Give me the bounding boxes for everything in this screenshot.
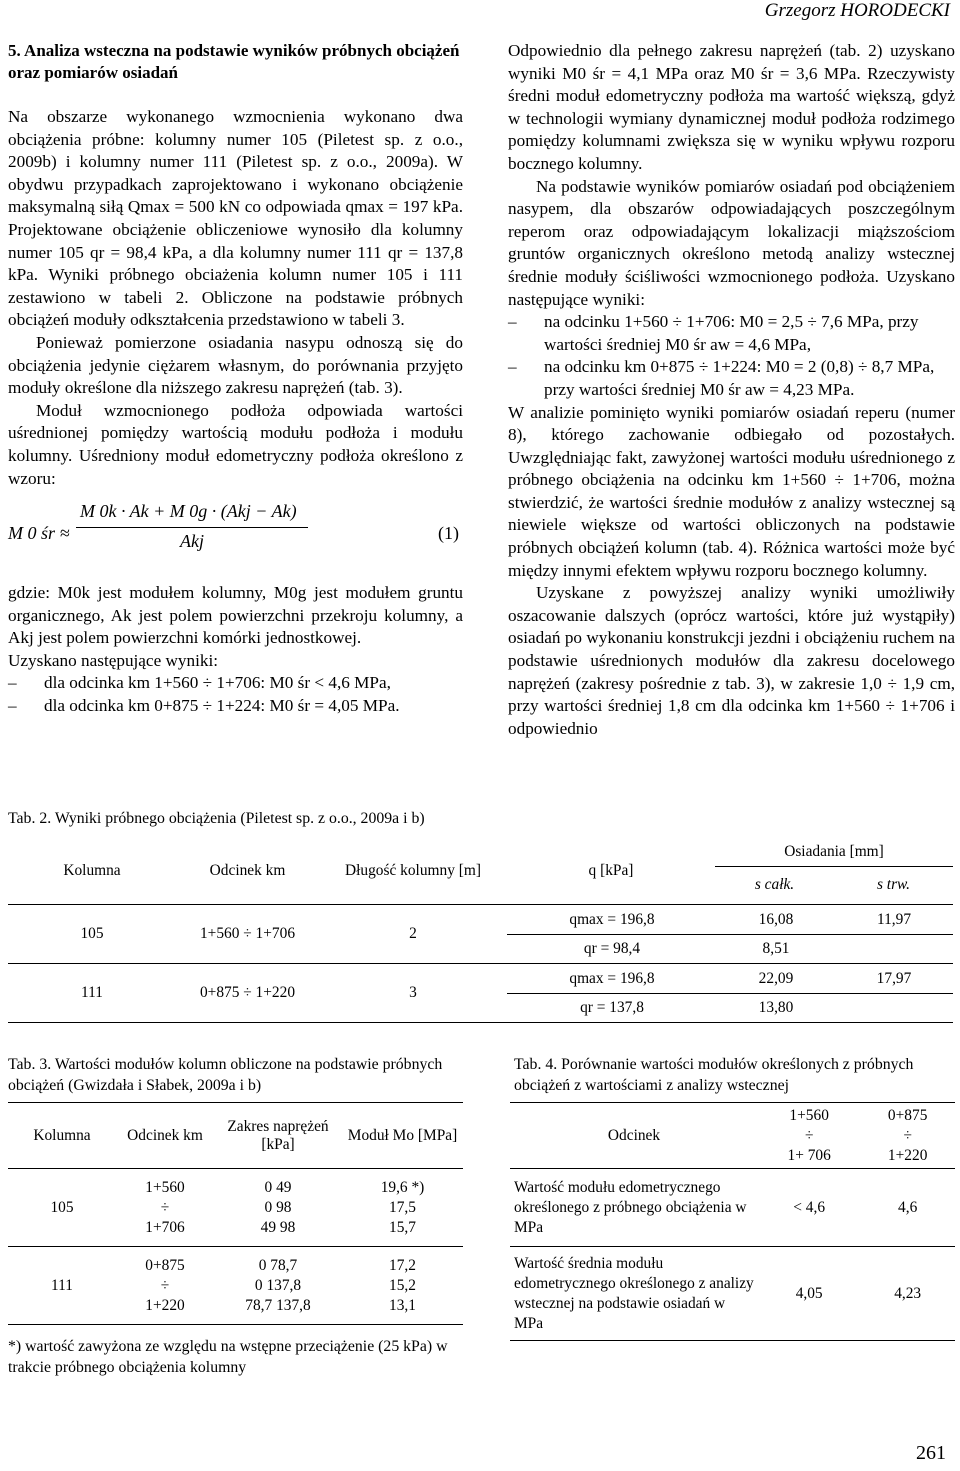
fraction-bar [76, 527, 308, 528]
tab2-header-odcinek: Odcinek km [209, 861, 286, 879]
tab2-header-dlugosc: Długość kolumny [m] [345, 861, 481, 879]
equation-approx: ≈ [60, 523, 70, 544]
equation-lhs: M 0 śr [8, 523, 56, 544]
paragraph: Na obszarze wykonanego wzmocnienia wykonano dwa obciążenia próbne: kolumny numer 105 (Piletest sp. z o.o., 2009b) i kolumny numer 111 (Piletest sp. z o.o., 2009a). W obydwu przypadkach zaprojektowano i wykonano obciążenie maksymalną siłą Qmax = 500 kN co odpowiada qmax = 197 kPa. Projektowane obciążenie obliczeniowe wynosiło dla kolumny numer 105 qr = 98,4 kPa, a dla kolumny numer 111 qr = 137,8 kPa. Wyniki próbnego obciażenia kolumn numer 105 i 111 zestawiono w tabeli 2. Obliczone na podstawie próbnych obciążeń moduły odkształcenia przedstawiono w tabeli 3. [8, 107, 463, 330]
tab2-header-osiadania: Osiadania [mm] s całk. s trw. [715, 838, 953, 904]
list-item: – na odcinku km 0+875 ÷ 1+224: M0 = 2 (0,8) ÷ 8,7 MPa, przy wartości średniej M0 śr aw = 4,23 MPa. [508, 357, 935, 399]
paragraph: Ponieważ pomierzone osiadania nasypu odnoszą się do obciążenia jedynie ciężarem własnym, do porównania przyjęto moduły określone dla niższego zakresu naprężeń (tab. 3). [8, 332, 463, 398]
equation-denominator: Akj [180, 531, 204, 552]
list-item: – dla odcinka km 0+875 ÷ 1+224: M0 śr = 4,05 MPa. [8, 696, 400, 716]
paragraph: Na podstawie wyników pomiarów osiadań pod obciążeniem nasypem, dla obszarów odpowiadających poszczególnym reperom oraz odpowiadającym lokalizacji miąższościom gruntów organicznych określono metodą analizy wstecznej średnie moduły ściśliwości wzmocnionego podłoża. Uzyskano następujące wyniki: [508, 176, 955, 309]
tab4-header-odcinek: Odcinek [607, 1126, 661, 1144]
tab2-header-strw: s trw. [876, 876, 911, 894]
table-row: Wartość średnia modułu edometrycznego określonego z analizy wstecznej na podstawie osiadań w MPa 4,05 4,23 [510, 1247, 955, 1341]
tab3-header-odcinek: Odcinek km [127, 1126, 203, 1144]
list-item: – dla odcinka km 1+560 ÷ 1+706: M0 śr < 4,6 MPa, [8, 673, 391, 693]
left-column [8, 40, 463, 718]
paragraph: Uzyskano następujące wyniki: [8, 650, 219, 670]
tab2-table [8, 838, 953, 1023]
equation-1 [8, 500, 463, 570]
tab3-header-modul: Moduł Mo [MPa] [347, 1126, 458, 1144]
tab2-header-kolumna: Kolumna [63, 861, 121, 879]
paragraph: Moduł wzmocnionego podłoża odpowiada wartości uśrednionej pomiędzy wartością modułu podłoża i modułu kolumny. Uśredniony moduł edometryczny podłoża określono z wzoru: [8, 400, 463, 488]
tab4-table: Odcinek 1+560 ÷ 1+ 706 0+875 ÷ 1+220 Wartość modułu edometrycznego określonego z próbnego obciążenia w MPa < 4,6 4,6 Wartość średnia modułu edometrycznego określonego z analizy wstecznej na podstawie osiadań w MPa 4,05 4,23 [510, 1102, 955, 1341]
paragraph: gdzie: M0k jest modułem kolumny, M0g jest modułem gruntu organicznego, Ak jest polem powierzchni przekroju kolumny, a Akj jest polem powierzchni komórki jednostkowej. [8, 583, 463, 648]
paragraph: W analizie pominięto wyniki pomiarów osiadań reperu (numer 8), którego zachowanie odbiegało od pozostałych. Uwzględniając fakt, zawyżonej wartości modułu uśrednionego z próbnego obciążenia na odcinku km 1+560 ÷ 1+706, można stwierdzić, że wartości średnie modułów z analizy wstecznej są niewiele większe od wartości obliczonych na podstawie próbnych obciążeń kolumn (tab. 4). Różnica wartości może być między innymi efektem wpływu rozporu bocznego kolumny. [508, 402, 955, 580]
tab4-caption: Tab. 4. Porównanie wartości modułów określonych z próbnych obciążeń z wartościami z analizy wstecznej [514, 1056, 914, 1094]
tab3-footnote: *) wartość zawyżona ze względu na wstępne przeciążenie (25 kPa) w trakcie próbnego obciążenia kolumny [8, 1338, 448, 1376]
tab3-caption: Tab. 3. Wartości modułów kolumn obliczone na podstawie próbnych obciążeń (Gwizdała i Słabek, 2009a i b) [8, 1056, 443, 1094]
table-row: 111 0+875 ÷ 1+220 3 qmax = 196,8 22,09 17,97 qr = 137,8 13,80 [8, 963, 953, 1022]
tab2-header-q: q [kPa] [588, 861, 634, 879]
running-header: Grzegorz HORODECKI [764, 0, 950, 21]
table-row: 105 1+560 ÷ 1+706 2 qmax = 196,8 16,08 11,97 qr = 98,4 8,51 [8, 904, 953, 963]
table-row: 105 1+560 ÷ 1+706 0 49 0 98 49 98 19,6 *) 17,5 15,7 [8, 1169, 463, 1247]
equation-number: (1) [438, 523, 459, 544]
equation-numerator: M 0k · Ak + M 0g · (Akj − Ak) [80, 501, 297, 522]
tab2-caption: Tab. 2. Wyniki próbnego obciążenia (Piletest sp. z o.o., 2009a i b) [8, 810, 425, 827]
right-column [508, 40, 955, 740]
table-row: 111 0+875 ÷ 1+220 0 78,7 0 137,8 78,7 137,8 17,2 15,2 13,1 [8, 1247, 463, 1325]
paragraph: Odpowiednio dla pełnego zakresu naprężeń (tab. 2) uzyskano wyniki M0 śr = 4,1 MPa oraz M0 śr = 3,6 MPa. Rzeczywisty średni moduł edometryczny podłoża ma wartość większą, gdyż w technologii wymiany dynamicznej moduł podłoża rodzimego pomiędzy kolumnami zwiększa się w wyniku wpływu rozporu bocznego kolumny. [508, 41, 955, 173]
tab2-header-scalk: s całk. [754, 876, 795, 894]
paragraph: Uzyskane z powyższej analizy wyniki umożliwiły oszacowanie dalszych (oprócz wartości, które już wystąpiły) osiadań po wykonaniu konstrukcji jezdni i obciążeniu ruchem na podstawie uśrednionych modułów dla zakresu docelowego naprężeń (zakresy pośrednie z tab. 3), w zakresie 1,0 ÷ 1,9 cm, przy wartości średniej 1,8 cm dla odcinka km 1+560 ÷ 1+706 i odpowiednio [508, 583, 955, 738]
page-number: 261 [916, 1442, 946, 1464]
table-row: Wartość modułu edometrycznego określonego z próbnego obciążenia w MPa < 4,6 4,6 [510, 1169, 955, 1247]
tab3-header-zakres: Zakres naprężeń [kPa] [227, 1117, 329, 1153]
list-item: – na odcinku 1+560 ÷ 1+706: M0 = 2,5 ÷ 7,6 MPa, przy wartości średniej M0 śr aw = 4,6 MPa, [508, 312, 919, 354]
section-title: 5. Analiza wsteczna na podstawie wyników próbnych obciążeń oraz pomiarów osiadań [8, 41, 460, 82]
tab3-table [8, 1102, 463, 1325]
tab3-header-kolumna: Kolumna [33, 1126, 91, 1144]
